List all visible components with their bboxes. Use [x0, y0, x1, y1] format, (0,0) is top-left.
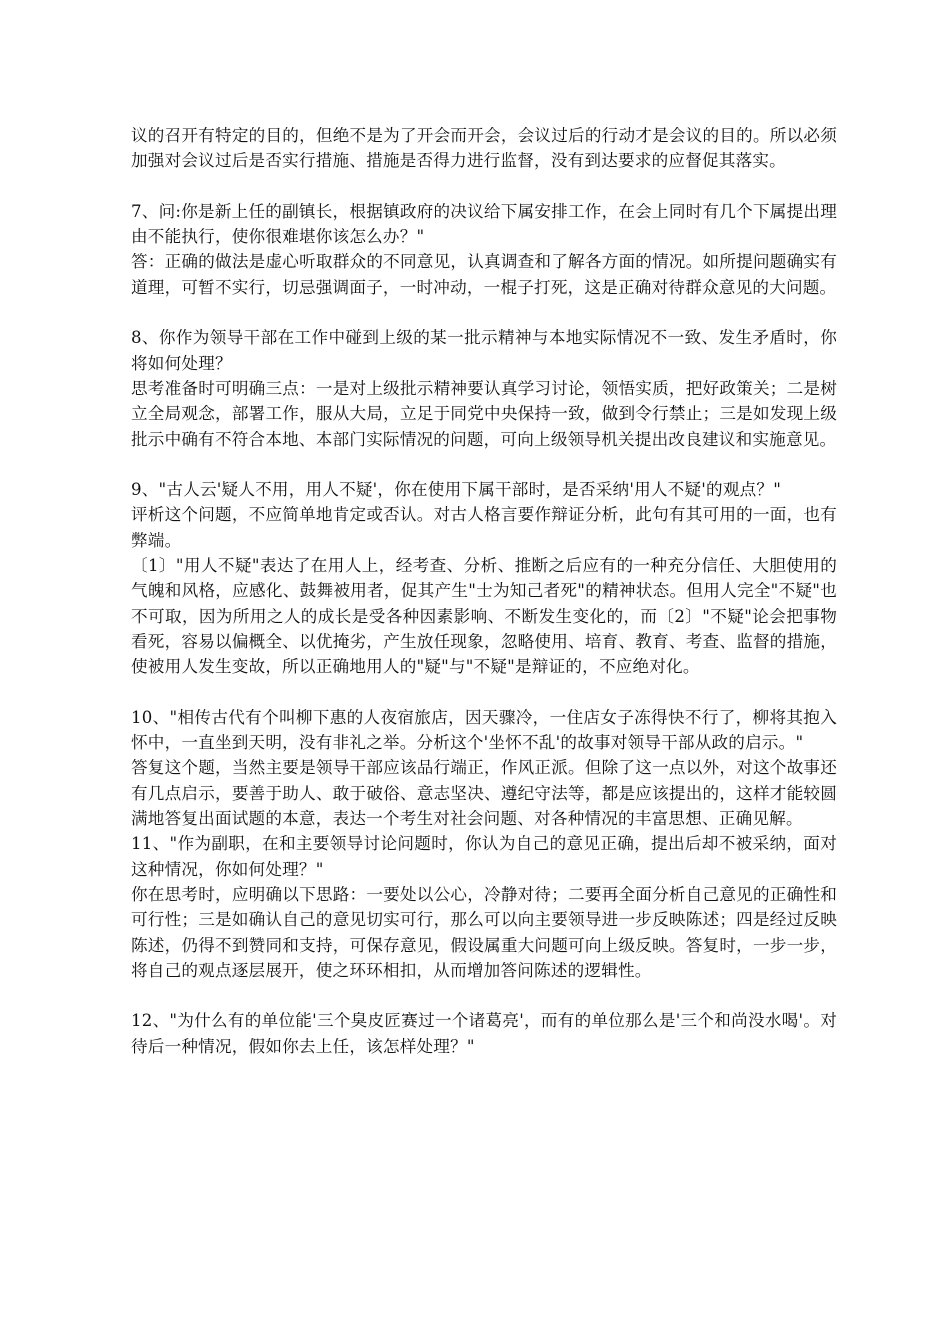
question-10: 10、"相传古代有个叫柳下惠的人夜宿旅店，因天骤冷，一住店女子冻得快不行了，柳将其抱入怀中，一直坐到天明，没有非礼之举。分析这个'坐怀不乱'的故事对领导干部从政的启示。" — [131, 707, 837, 753]
question-8: 8、你作为领导干部在工作中碰到上级的某一批示精神与本地实际情况不一致、发生矛盾时，你将如何处理？ — [131, 328, 837, 373]
document-page — [131, 123, 837, 1059]
answer-10: 答复这个题，当然主要是领导干部应该品行端正，作风正派。但除了这一点以外，对这个故事还有几点启示，要善于助人、敢于破俗、意志坚决、遵纪守法等，都是应该提出的，这样才能较圆满地答复出面试题的本意，表达一个考生对社会问题、对各种情况的丰富思想、正确见解。 — [131, 758, 837, 829]
paragraph-gap — [131, 452, 837, 477]
answer-9-intro: 评析这个问题，不应简单地肯定或否认。对古人格言要作辩证分析，此句有其可用的一面，也有弊端。 — [131, 505, 837, 550]
question-11: 11、"作为副职，在和主要领导讨论问题时，你认为自己的意见正确，提出后却不被采纳，面对这种情况，你如何处理？" — [131, 834, 837, 879]
question-7: 7、问:你是新上任的副镇长，根据镇政府的决议给下属安排工作，在会上同时有几个下属提出理由不能执行，使你很难堪你该怎么办？" — [131, 201, 837, 247]
paragraph-gap — [131, 300, 837, 325]
answer-11: 你在思考时，应明确以下思路：一要处以公心，冷静对待；二要再全面分析自己意见的正确性和可行性；三是如确认自己的意见切实可行，那么可以向主要领导进一步反映陈述；四是经过反映陈述，仍得不到赞同和支持，可保存意见，假设属重大问题可向上级反映。答复时，一步一步，将自己的观点逐层展开，使之环环相扣，从而增加答问陈述的逻辑性。 — [131, 884, 837, 980]
paragraph-gap — [131, 174, 837, 199]
paragraph: 议的召开有特定的目的，但绝不是为了开会而开会，会议过后的行动才是会议的目的。所以必须加强对会议过后是否实行措施、措施是否得力进行监督，没有到达要求的应督促其落实。 — [131, 126, 837, 171]
paragraph-gap — [131, 680, 837, 705]
answer-7: 答：正确的做法是虚心听取群众的不同意见，认真调查和了解各方面的情况。如所提问题确实有道理，可暂不实行，切忌强调面子，一时冲动，一棍子打死，这是正确对待群众意见的大问题。 — [131, 252, 837, 297]
answer-9-detail: 〔1〕"用人不疑"表达了在用人上，经考查、分析、推断之后应有的一种充分信任、大胆使用的气魄和风格，应感化、鼓舞被用者，促其产生"士为知己者死"的精神状态。但用人完全"不疑"也不可取，因为所用之人的成长是受各种因素影响、不断发生变化的，而〔2〕"不疑"论会把事物看死，容易以偏概全、以优掩劣，产生放任现象，忽略使用、培育、教育、考查、监督的措施，使被用人发生变故，所以正确地用人的"疑"与"不疑"是辩证的，不应绝对化。 — [131, 556, 837, 677]
question-12: 12、"为什么有的单位能'三个臭皮匠赛过一个诸葛亮'，而有的单位那么是'三个和尚没水喝'。对待后一种情况，假如你去上任，该怎样处理？" — [131, 1011, 837, 1056]
answer-8: 思考准备时可明确三点：一是对上级批示精神要认真学习讨论，领悟实质，把好政策关；二是树立全局观念，部署工作，服从大局，立足于同党中央保持一致，做到令行禁止；三是如发现上级批示中确有不符合本地、本部门实际情况的问题，可向上级领导机关提出改良建议和实施意见。 — [131, 378, 837, 449]
paragraph-gap — [131, 983, 837, 1008]
question-9: 9、"古人云'疑人不用，用人不疑'，你在使用下属干部时，是否采纳'用人不疑'的观点？" — [131, 480, 782, 500]
